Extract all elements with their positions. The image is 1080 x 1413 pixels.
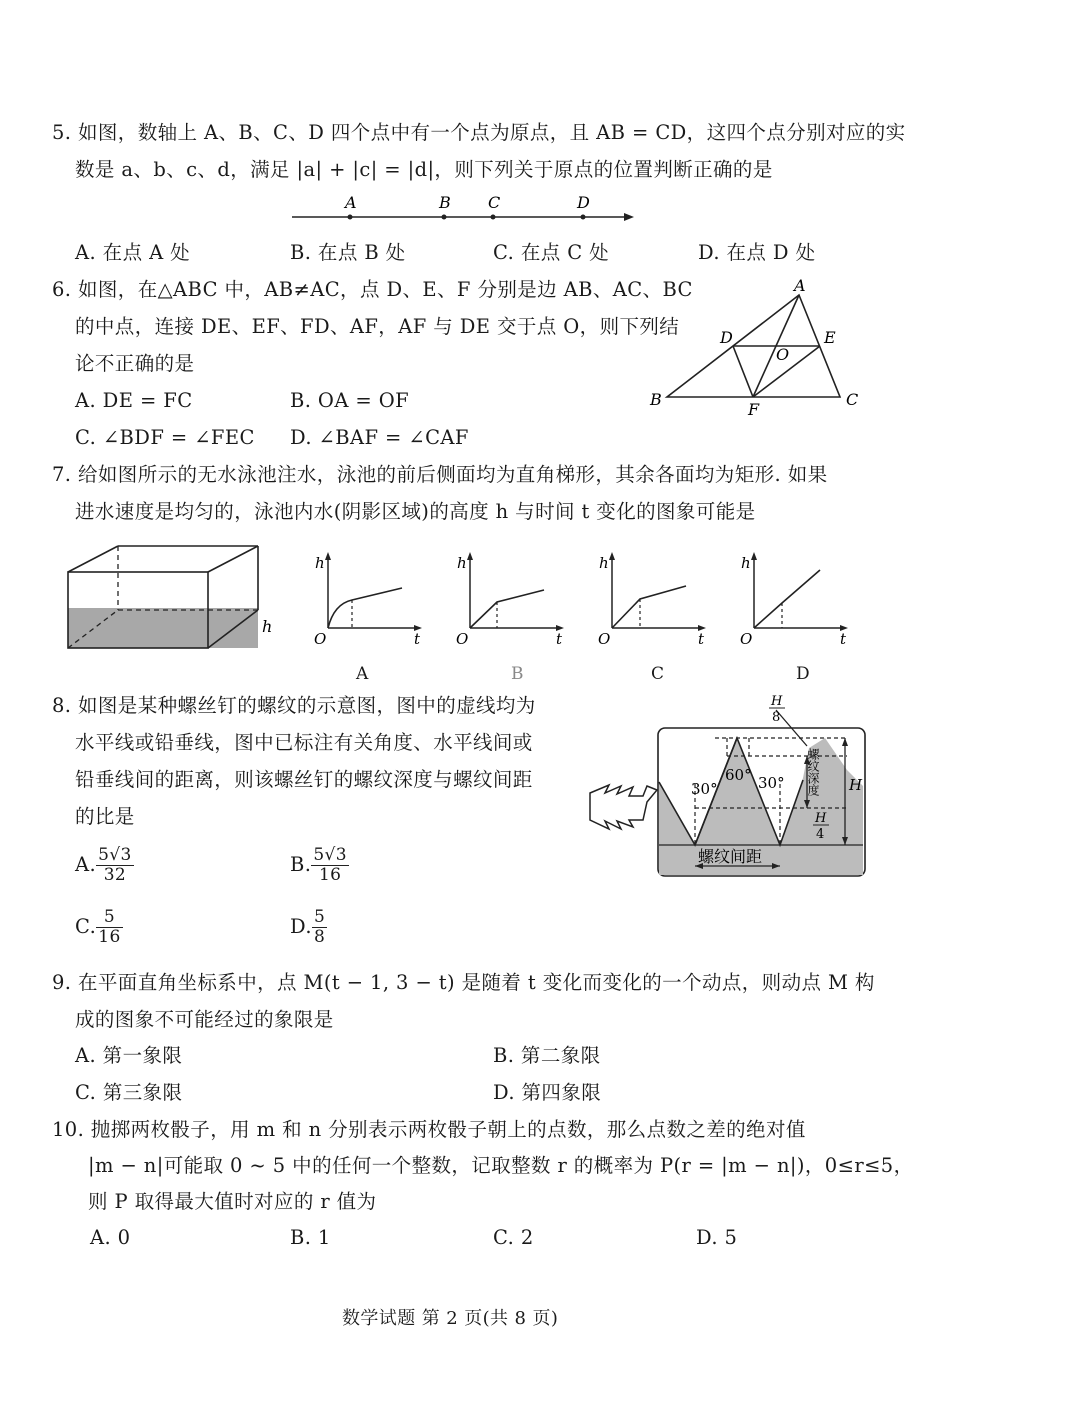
q5-option-b[interactable]: B. 在点 B 处 [290,241,406,264]
q7-graph-b [452,548,572,648]
svg-text:O: O [456,630,469,648]
q5-option-d[interactable]: D. 在点 D 处 [698,241,816,264]
q5-stem-line1: 5. 如图，数轴上 A、B、C、D 四个点中有一个点为原点，且 AB = CD，这四个点分别对应的实 [52,121,906,144]
angle-60-label: 60° [725,766,752,784]
q8-stem-line4: 的比是 [75,805,135,828]
q9-stem-line1: 9. 在平面直角坐标系中，点 M(t − 1, 3 − t) 是随着 t 变化而变化的一个动点，则动点 M 构 [52,971,875,994]
q6-stem-line1: 6. 如图，在△ABC 中，AB≠AC，点 D、E、F 分别是边 AB、AC、BC [52,278,693,301]
q10-option-b[interactable]: B. 1 [290,1226,331,1249]
point-D [581,215,586,220]
svg-text:O: O [740,630,753,648]
q9-option-c[interactable]: C. 第三象限 [75,1081,183,1104]
q10-option-a[interactable]: A. 0 [90,1226,131,1249]
q7-graph-b-label[interactable]: B [511,664,524,684]
svg-text:t: t [840,630,847,648]
q6-triangle-figure [640,275,880,425]
label-h8-denominator: 8 [772,710,781,725]
vertex-A: A [794,276,806,295]
q9-stem-line2: 成的图象不可能经过的象限是 [75,1008,334,1031]
q8-stem-line3: 铅垂线间的距离，则该螺丝钉的螺纹深度与螺纹间距 [75,768,533,791]
point-B [442,215,447,220]
point-O-label: O [776,345,790,364]
q6-stem-line3: 论不正确的是 [75,352,195,375]
q10-option-c[interactable]: C. 2 [493,1226,534,1249]
svg-text:O: O [314,630,327,648]
point-C [491,215,496,220]
q5-stem-line2: 数是 a、b、c、d，满足 |a| + |c| = |d|，则下列关于原点的位置判断正确的是 [75,158,773,181]
point-A [348,215,353,220]
q7-graph-a-label[interactable]: A [356,664,369,684]
q6-option-c[interactable]: C. ∠BDF = ∠FEC [75,426,255,449]
angle-30-left-label: 30° [691,780,718,798]
vertex-C: C [846,390,859,409]
label-h4-numerator: H [815,811,827,826]
angle-30-right-label: 30° [758,774,785,792]
svg-text:h: h [599,554,609,572]
label-A: A [345,193,357,212]
svg-text:t: t [414,630,421,648]
point-D-label: D [720,328,733,347]
q6-option-b[interactable]: B. OA = OF [290,389,410,412]
q6-stem-line2: 的中点，连接 DE、EF、FD、AF，AF 与 DE 交于点 O，则下列结 [75,315,680,338]
q9-option-d[interactable]: D. 第四象限 [493,1081,602,1104]
q8-option-c[interactable]: C. $\frac{5}{16}$ [75,907,121,947]
q5-number-line [0,190,1080,230]
svg-text:t: t [556,630,563,648]
vertex-B: B [650,390,662,409]
q7-graph-c [594,548,714,648]
q8-option-b[interactable]: B. $\frac{5√3}{16}$ [290,845,348,885]
q7-stem-line1: 7. 给如图所示的无水泳池注水，泳池的前后侧面均为直角梯形，其余各面均为矩形. 如果 [52,463,828,486]
q5-option-a[interactable]: A. 在点 A 处 [75,241,191,264]
q7-graph-c-label[interactable]: C [651,664,665,684]
q5-option-c[interactable]: C. 在点 C 处 [493,241,610,264]
q7-graph-d [736,548,856,648]
label-h8-numerator: H [771,694,783,709]
q10-stem-line1: 10. 抛掷两枚骰子，用 m 和 n 分别表示两枚骰子朝上的点数，那么点数之差的绝对值 [52,1118,806,1141]
q6-option-a[interactable]: A. DE = FC [75,389,193,412]
label-h4-denominator: 4 [816,827,825,842]
screw-icon [590,785,657,829]
thread-depth-label: 螺纹深度 [806,748,820,796]
q9-option-b[interactable]: B. 第二象限 [493,1044,601,1067]
q7-pool-figure [60,540,290,665]
svg-text:h: h [741,554,751,572]
svg-text:h: h [457,554,467,572]
svg-text:t: t [698,630,705,648]
label-B: B [439,193,451,212]
q10-option-d[interactable]: D. 5 [696,1226,738,1249]
point-E-label: E [824,328,836,347]
q8-stem-line1: 8. 如图是某种螺丝钉的螺纹的示意图，图中的虚线均为 [52,694,536,717]
svg-text:O: O [598,630,611,648]
q10-stem-line3: 则 P 取得最大值时对应的 r 值为 [88,1190,377,1213]
label-D: D [577,193,590,212]
q7-graph-a [310,548,430,648]
point-F-label: F [748,400,760,419]
q6-option-d[interactable]: D. ∠BAF = ∠CAF [290,426,469,449]
q8-option-d[interactable]: D. $\frac{5}{8}$ [290,907,326,947]
q9-option-a[interactable]: A. 第一象限 [75,1044,183,1067]
thread-pitch-label: 螺纹间距 [698,847,763,866]
page-footer: 数学试题 第 2 页(共 8 页) [342,1308,559,1329]
q7-graph-d-label[interactable]: D [796,664,811,684]
label-H: H [849,776,863,794]
q8-option-a[interactable]: A. $\frac{5√3}{32}$ [75,845,132,885]
svg-text:h: h [315,554,325,572]
q10-stem-line2: |m − n|可能取 0 ~ 5 中的任何一个整数，记取整数 r 的概率为 P(r = |m − n|)，0≤r≤5， [88,1154,914,1177]
pool-height-label: h [262,617,273,636]
q7-stem-line2: 进水速度是均匀的，泳池内水(阴影区域)的高度 h 与时间 t 变化的图象可能是 [75,500,756,523]
label-C: C [488,193,501,212]
q8-stem-line2: 水平线或铅垂线，图中已标注有关角度、水平线间或 [75,731,533,754]
q8-screw-figure [585,690,875,885]
